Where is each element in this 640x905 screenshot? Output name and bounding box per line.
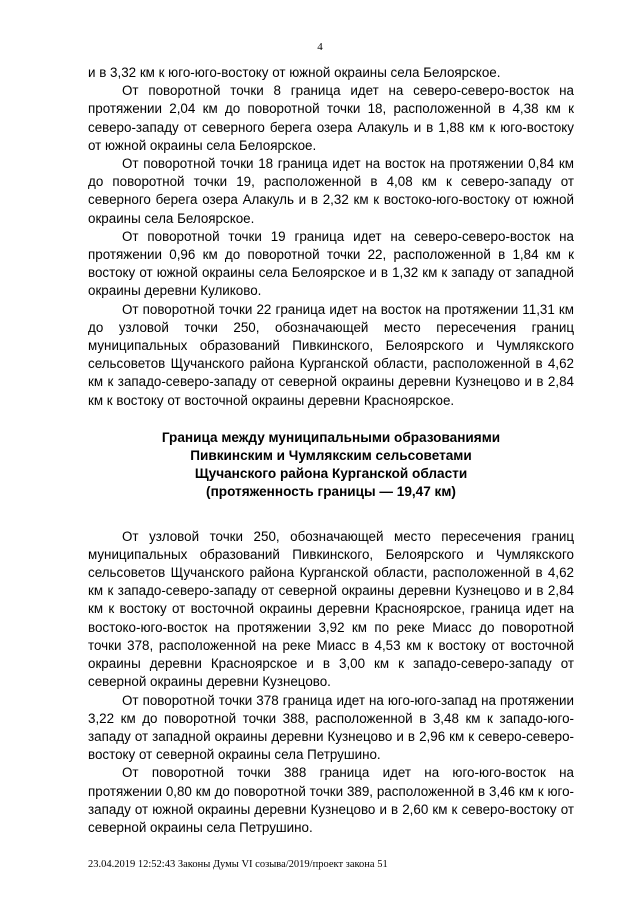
paragraph: и в 3,32 км к юго-юго-востоку от южной окраины села Белоярское. [88, 65, 501, 80]
paragraph: От поворотной точки 22 граница идет на восток на протяжении 11,31 км до узловой точки 250, обозначающей место пересечения границ муниципальных образований Пивкинского, Белоярского и Чумлякского сельсоветов Щучанского района Курганской области, расположенной в 4,62 км к западо-северо-западу от северной окраины деревни Кузнецово и в 2,84 км к востоку от восточной окраины деревни Красноярское. [88, 301, 574, 408]
paragraph: От поворотной точки 18 граница идет на восток на протяжении 0,84 км до поворотной точки 19, расположенной в 4,08 км к северо-западу от северного берега озера Алакуль и в 2,32 км к востоко-юго-востоку от южной окраины села Белоярское. [88, 156, 574, 226]
section-heading [88, 429, 574, 502]
page-number: 4 [317, 41, 323, 53]
paragraph: От поворотной точки 19 граница идет на северо-северо-восток на протяжении 0,96 км до поворотной точки 22, расположенной в 1,84 км к востоку от южной окраины села Белоярское и в 1,32 км к западу от западной окраины деревни Куликово. [88, 228, 574, 299]
section-heading-line: Граница между муниципальными образованиями [161, 429, 501, 445]
section-heading-length: (протяженность границы — 19,47 км) [206, 484, 456, 500]
section-heading-line: Щучанского района Курганской области [194, 466, 468, 482]
document-footer: 23.04.2019 12:52:43 Законы Думы VI созыва/2019/проект закона 51 [88, 859, 388, 870]
paragraph: От поворотной точки 388 граница идет на юго-юго-восток на протяжении 0,80 км до поворотной точки 389, расположенной в 3,46 км к юго-западу от южной окраины деревни Кузнецово и в 2,60 км к северо-востоку от северной окраины села Петрушино. [88, 765, 574, 835]
paragraph: От узловой точки 250, обозначающей место пересечения границ муниципальных образований Пивкинского, Белоярского и Чумлякского сельсоветов Щучанского района Курганской области, расположенной в 4,62 км к западо-северо-западу от северной окраины деревни Кузнецово и в 2,84 км к востоку от восточной окраины деревни Красноярское, граница идет на востоко-юго-восток на протяжении 3,92 км по реке Миасс до поворотной точки 378, расположенной на реке Миасс в 4,53 км к востоку от восточной окраины деревни Красноярское и в 3,00 км к западо-северо-западу от северной окраины деревни Кузнецово. [88, 528, 574, 690]
paragraph: От поворотной точки 378 граница идет на юго-юго-запад на протяжении 3,22 км до поворотной точки 388, расположенной в 3,48 км к западо-юго-западу от западной окраины деревни Кузнецово и в 2,96 км к северо-северо-востоку от северной окраины села Петрушино. [88, 692, 574, 763]
document-body [88, 64, 574, 837]
paragraph: От поворотной точки 8 граница идет на северо-северо-восток на протяжении 2,04 км до поворотной точки 18, расположенной в 4,38 км к северо-западу от северного берега озера Алакуль и в 1,88 км к юго-востоку от южной окраины села Белоярское. [88, 83, 574, 153]
section-heading-line: Пивкинским и Чумлякским сельсоветами [190, 448, 472, 464]
